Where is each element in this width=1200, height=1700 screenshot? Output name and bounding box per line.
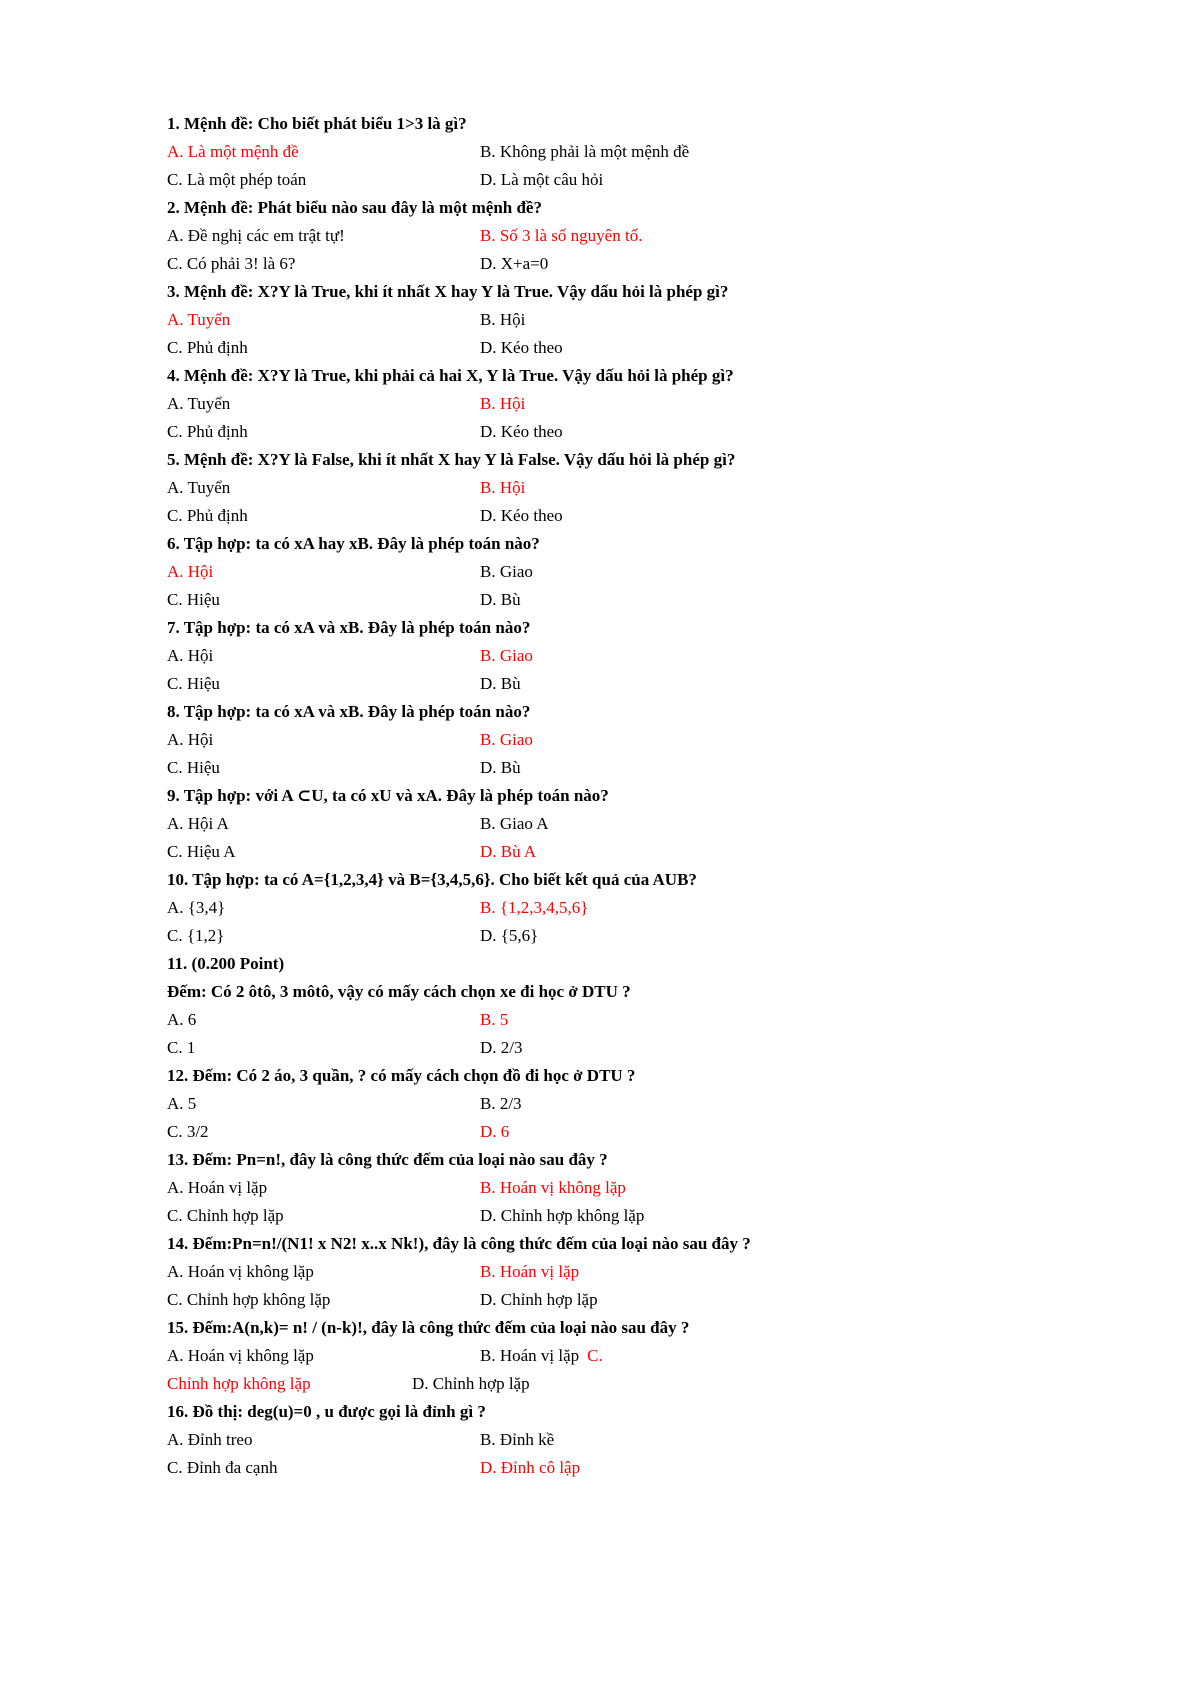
option-row [167, 674, 1067, 702]
option-row [167, 1430, 1067, 1458]
option-row [167, 646, 1067, 674]
option-row [167, 590, 1067, 618]
option-b: B. Hoán vị không lặp [480, 1178, 626, 1197]
option-a: A. {3,4} [167, 898, 226, 917]
option-c-prefix: C. [587, 1346, 603, 1365]
option-a: A. Tuyển [167, 478, 231, 497]
option-d: D. Bù [480, 758, 521, 777]
question-text: 5. Mệnh đề: X?Y là False, khi ít nhất X hay Y là False. Vậy dấu hỏi là phép gì? [167, 450, 736, 469]
option-a: A. Hội [167, 562, 214, 581]
option-row [167, 730, 1067, 758]
option-a: A. Hoán vị lặp [167, 1178, 268, 1197]
question-3 [167, 282, 1067, 366]
option-b: B. 5 [480, 1010, 509, 1029]
question-4 [167, 366, 1067, 450]
option-a: A. Hội A [167, 814, 229, 833]
question-11 [167, 954, 1067, 1066]
option-row [167, 1346, 1067, 1374]
question-7 [167, 618, 1067, 702]
question-text: 8. Tập hợp: ta có xA và xB. Đây là phép toán nào? [167, 702, 531, 721]
option-b: B. Hội [480, 310, 526, 329]
option-b: B. {1,2,3,4,5,6} [480, 898, 589, 917]
option-b: B. Đỉnh kề [480, 1430, 555, 1449]
option-c: Chỉnh hợp không lặp [167, 1374, 311, 1393]
option-d: D. Kéo theo [480, 422, 563, 441]
option-b: B. Hoán vị lặp [480, 1346, 580, 1365]
option-b: B. Số 3 là số nguyên tố. [480, 226, 643, 245]
option-row [167, 1178, 1067, 1206]
option-b: B. Không phải là một mệnh đề [480, 142, 690, 161]
option-d: D. Kéo theo [480, 338, 563, 357]
question-15 [167, 1318, 1067, 1402]
option-c: C. Chỉnh hợp lặp [167, 1206, 284, 1225]
option-a: A. Tuyển [167, 310, 231, 329]
option-row [167, 926, 1067, 954]
question-12 [167, 1066, 1067, 1150]
question-1 [167, 114, 1067, 198]
question-16 [167, 1402, 1067, 1486]
question-14 [167, 1234, 1067, 1318]
question-9 [167, 786, 1067, 870]
option-c: C. Phủ định [167, 338, 248, 357]
option-row [167, 170, 1067, 198]
option-b: B. Hội [480, 478, 526, 497]
option-a: A. Là một mệnh đề [167, 142, 299, 161]
option-row [167, 1122, 1067, 1150]
option-row [167, 478, 1067, 506]
question-text: 4. Mệnh đề: X?Y là True, khi phải cả hai X, Y là True. Vậy dấu hỏi là phép gì? [167, 366, 734, 385]
question-text: 1. Mệnh đề: Cho biết phát biểu 1>3 là gì? [167, 114, 467, 133]
option-c: C. Chỉnh hợp không lặp [167, 1290, 331, 1309]
option-c: C. Đỉnh đa cạnh [167, 1458, 278, 1477]
option-c: C. 1 [167, 1038, 196, 1057]
option-row [167, 1094, 1067, 1122]
quiz-document [167, 114, 1067, 1486]
option-c: C. Phủ định [167, 506, 248, 525]
option-a: A. Hoán vị không lặp [167, 1262, 314, 1281]
option-b: B. Giao A [480, 814, 549, 833]
question-text: 11. (0.200 Point) [167, 954, 285, 973]
option-c: C. Hiệu [167, 674, 220, 693]
option-d: D. 2/3 [480, 1038, 523, 1057]
question-text: 12. Đếm: Có 2 áo, 3 quần, ? có mấy cách chọn đồ đi học ở DTU ? [167, 1066, 636, 1085]
question-13 [167, 1150, 1067, 1234]
option-d: D. {5,6} [480, 926, 539, 945]
option-a: A. Đỉnh treo [167, 1430, 253, 1449]
option-c: C. Hiệu [167, 590, 220, 609]
option-row [167, 394, 1067, 422]
option-d: D. Đỉnh cô lập [480, 1458, 581, 1477]
option-b: B. Hoán vị lặp [480, 1262, 580, 1281]
option-row [167, 254, 1067, 282]
option-row [167, 898, 1067, 926]
option-b: B. Hội [480, 394, 526, 413]
option-d: D. 6 [480, 1122, 510, 1141]
question-2 [167, 198, 1067, 282]
option-row [167, 142, 1067, 170]
question-6 [167, 534, 1067, 618]
option-a: A. 6 [167, 1010, 197, 1029]
option-b: B. Giao [480, 730, 533, 749]
option-b: B. Giao [480, 562, 533, 581]
question-8 [167, 702, 1067, 786]
question-text: 14. Đếm:Pn=n!/(N1! x N2! x..x Nk!), đây là công thức đếm của loại nào sau đây ? [167, 1234, 751, 1253]
option-a: A. Hội [167, 646, 214, 665]
question-text: 7. Tập hợp: ta có xA và xB. Đây là phép toán nào? [167, 618, 531, 637]
option-d: D. Bù [480, 590, 521, 609]
option-row [167, 1374, 1067, 1402]
option-a: A. Tuyển [167, 394, 231, 413]
option-c: C. Là một phép toán [167, 170, 307, 189]
option-row [167, 1038, 1067, 1066]
question-text: 9. Tập hợp: với A ⊂U, ta có xU và xA. Đây là phép toán nào? [167, 786, 609, 805]
option-row [167, 562, 1067, 590]
question-text: 2. Mệnh đề: Phát biểu nào sau đây là một mệnh đề? [167, 198, 542, 217]
option-c: C. 3/2 [167, 1122, 209, 1141]
option-c: C. {1,2} [167, 926, 225, 945]
option-a: A. Hội [167, 730, 214, 749]
option-b-with-c-prefix [480, 1346, 603, 1366]
question-text-line2: Đếm: Có 2 ôtô, 3 môtô, vậy có mấy cách chọn xe đi học ở DTU ? [167, 982, 631, 1001]
option-row [167, 226, 1067, 254]
question-list [167, 114, 1067, 1318]
option-row [167, 506, 1067, 534]
question-text: 16. Đồ thị: deg(u)=0 , u được gọi là đỉnh gì ? [167, 1402, 486, 1421]
question-text: 3. Mệnh đề: X?Y là True, khi ít nhất X hay Y là True. Vậy dấu hỏi là phép gì? [167, 282, 729, 301]
option-row [167, 1290, 1067, 1318]
question-10 [167, 870, 1067, 954]
option-a: A. Đề nghị các em trật tự! [167, 226, 345, 245]
question-text: 6. Tập hợp: ta có xA hay xB. Đây là phép toán nào? [167, 534, 540, 553]
option-c: C. Hiệu [167, 758, 220, 777]
option-d: D. Kéo theo [480, 506, 563, 525]
option-d: D. Bù A [480, 842, 537, 861]
option-a: A. Hoán vị không lặp [167, 1346, 314, 1365]
option-row [167, 310, 1067, 338]
option-c: C. Hiệu A [167, 842, 236, 861]
option-d: D. Chỉnh hợp không lặp [480, 1206, 645, 1225]
option-b: B. 2/3 [480, 1094, 522, 1113]
option-row [167, 1206, 1067, 1234]
option-row [167, 1262, 1067, 1290]
question-text: 10. Tập hợp: ta có A={1,2,3,4} và B={3,4,5,6}. Cho biết kết quả của AUB? [167, 870, 697, 889]
option-row [167, 758, 1067, 786]
question-text: 13. Đếm: Pn=n!, đây là công thức đếm của loại nào sau đây ? [167, 1150, 608, 1169]
question-5 [167, 450, 1067, 534]
option-d: D. Là một câu hỏi [480, 170, 604, 189]
option-row [167, 1458, 1067, 1486]
option-a: A. 5 [167, 1094, 197, 1113]
option-row [167, 814, 1067, 842]
option-d: D. Chỉnh hợp lặp [412, 1374, 530, 1393]
option-row [167, 1010, 1067, 1038]
option-row [167, 842, 1067, 870]
option-c: C. Có phải 3! là 6? [167, 254, 296, 273]
option-row [167, 422, 1067, 450]
option-d: D. X+a=0 [480, 254, 549, 273]
option-row [167, 338, 1067, 366]
option-b: B. Giao [480, 646, 533, 665]
option-d: D. Bù [480, 674, 521, 693]
option-d: D. Chỉnh hợp lặp [480, 1290, 598, 1309]
question-text: 15. Đếm:A(n,k)= n! / (n-k)!, đây là công thức đếm của loại nào sau đây ? [167, 1318, 690, 1337]
option-c: C. Phủ định [167, 422, 248, 441]
